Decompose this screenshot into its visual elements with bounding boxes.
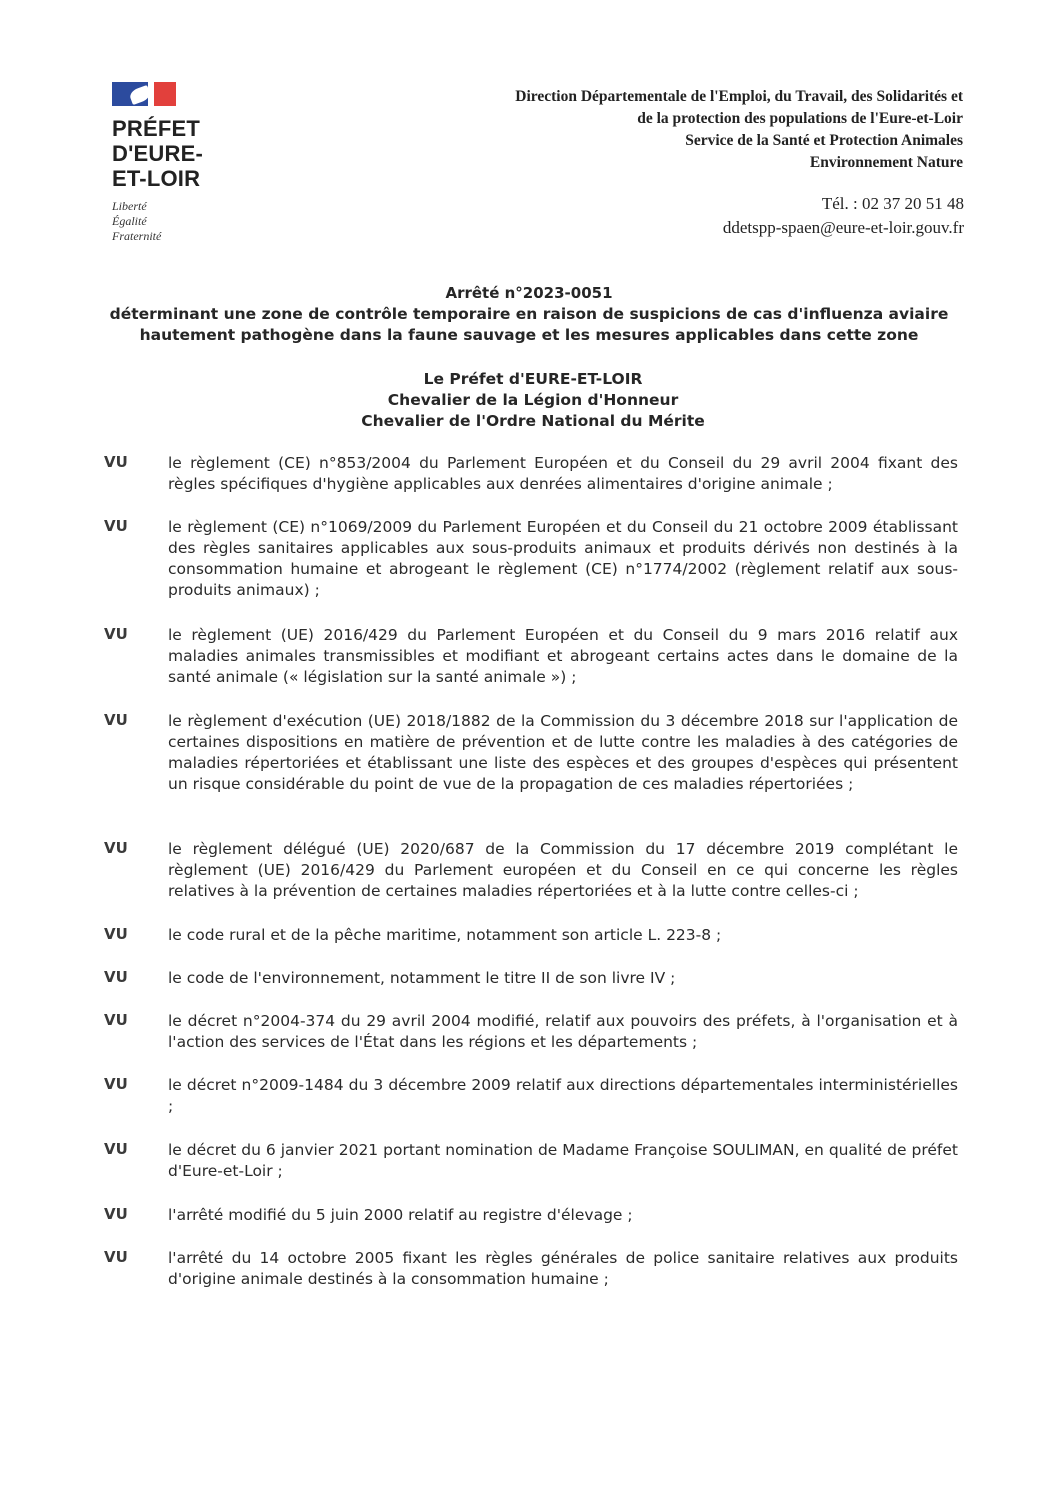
service-line: Environnement Nature	[809, 154, 963, 171]
republic-motto	[112, 199, 252, 244]
visa-label: VU	[104, 625, 128, 643]
visa-text: le décret du 6 janvier 2021 portant nomination de Madame Françoise SOULIMAN, en qualité de préfet d'Eure-et-Loir ;	[168, 1141, 958, 1180]
motto-line: Liberté	[112, 199, 147, 213]
visa-text: le règlement délégué (UE) 2020/687 de la Commission du 17 décembre 2019 complétant le règlement (UE) 2016/429 du Parlement européen et du Conseil en ce qui concerne les règles relatives à la prévention de certaines maladies répertoriées et à la lutte contre celles-ci ;	[168, 840, 958, 900]
phone-number: Tél. : 02 37 20 51 48	[821, 194, 964, 213]
visa-text: le code de l'environnement, notamment le titre II de son livre IV ;	[168, 969, 676, 987]
visa-label: VU	[104, 839, 128, 857]
visa-label: VU	[104, 1075, 128, 1093]
motto-line: Égalité	[112, 214, 147, 228]
service-line: Direction Départementale de l'Emploi, du Travail, des Solidarités et	[515, 88, 963, 105]
visa-label: VU	[104, 925, 128, 943]
decree-number: Arrêté n°2023-0051	[445, 284, 613, 302]
prefecture-logo	[112, 82, 252, 244]
visa-text: l'arrêté du 14 octobre 2005 fixant les règles générales de police sanitaire relatives aux produits d'origine animale destinés à la consommation humaine ;	[168, 1249, 958, 1288]
visa-text: le règlement (CE) n°1069/2009 du Parlement Européen et du Conseil du 21 octobre 2009 établissant des règles sanitaires applicables aux sous-produits animaux et produits dérivés non destinés à la consommation humaine et abrogeant le règlement (CE) n°1774/2002 (règlement relatif aux sous-produits animaux) ;	[168, 518, 958, 599]
prefecture-name-line: D'EURE-	[112, 141, 203, 166]
contact-block	[723, 192, 964, 240]
prefecture-name-line: ET-LOIR	[112, 166, 201, 191]
visa-label: VU	[104, 1248, 128, 1266]
visa-text: l'arrêté modifié du 5 juin 2000 relatif au registre d'élevage ;	[168, 1206, 633, 1224]
visa-text: le règlement (UE) 2016/429 du Parlement Européen et du Conseil du 9 mars 2016 relatif aux maladies animales transmissibles et modifiant et abrogeant certains actes dans le domaine de la santé animale (« législation sur la santé animale ») ;	[168, 626, 958, 686]
prefecture-name-line: PRÉFET	[112, 116, 200, 141]
visa-label: VU	[104, 1205, 128, 1223]
visa-label: VU	[104, 711, 128, 729]
visa-text: le décret n°2009-1484 du 3 décembre 2009 relatif aux directions départementales interministérielles ;	[168, 1076, 958, 1115]
visa-text: le code rural et de la pêche maritime, notamment son article L. 223-8 ;	[168, 926, 722, 944]
visa-label: VU	[104, 453, 128, 471]
visa-text: le règlement d'exécution (UE) 2018/1882 de la Commission du 3 décembre 2018 sur l'application de certaines dispositions en matière de prévention et de lutte contre les maladies à des catégories de maladies répertoriées et établissant une liste des espèces et des groupes d'espèces qui présentent un risque considérable du point de vue de la propagation de ces maladies répertoriées ;	[168, 712, 958, 793]
authority-line: Chevalier de l'Ordre National du Mérite	[361, 412, 705, 430]
visa-label: VU	[104, 517, 128, 535]
authority-line: Le Préfet d'EURE-ET-LOIR	[423, 370, 643, 388]
visa-label: VU	[104, 1011, 128, 1029]
motto-line: Fraternité	[112, 229, 162, 243]
visa-text: le décret n°2004-374 du 29 avril 2004 modifié, relatif aux pouvoirs des préfets, à l'organisation et à l'action des services de l'État dans les régions et les départements ;	[168, 1012, 958, 1051]
decree-subject-line: déterminant une zone de contrôle temporaire en raison de suspicions de cas d'influenza aviaire	[109, 305, 949, 323]
issuing-service	[515, 86, 963, 174]
prefecture-name	[112, 116, 252, 191]
service-line: Service de la Santé et Protection Animales	[685, 132, 963, 149]
visa-label: VU	[104, 1140, 128, 1158]
decree-subject-line: hautement pathogène dans la faune sauvage et les mesures applicables dans cette zone	[139, 326, 919, 344]
visa-label: VU	[104, 968, 128, 986]
authority-line: Chevalier de la Légion d'Honneur	[387, 391, 679, 409]
authority-block	[100, 369, 966, 432]
visa-text: le règlement (CE) n°853/2004 du Parlement Européen et du Conseil du 29 avril 2004 fixant des règles spécifiques d'hygiène applicables aux denrées alimentaires d'origine animale ;	[168, 454, 958, 493]
decree-title	[100, 283, 958, 346]
marianne-flag-icon	[112, 82, 176, 106]
email-address: ddetspp-spaen@eure-et-loir.gouv.fr	[722, 218, 964, 237]
service-line: de la protection des populations de l'Eure-et-Loir	[637, 110, 963, 127]
